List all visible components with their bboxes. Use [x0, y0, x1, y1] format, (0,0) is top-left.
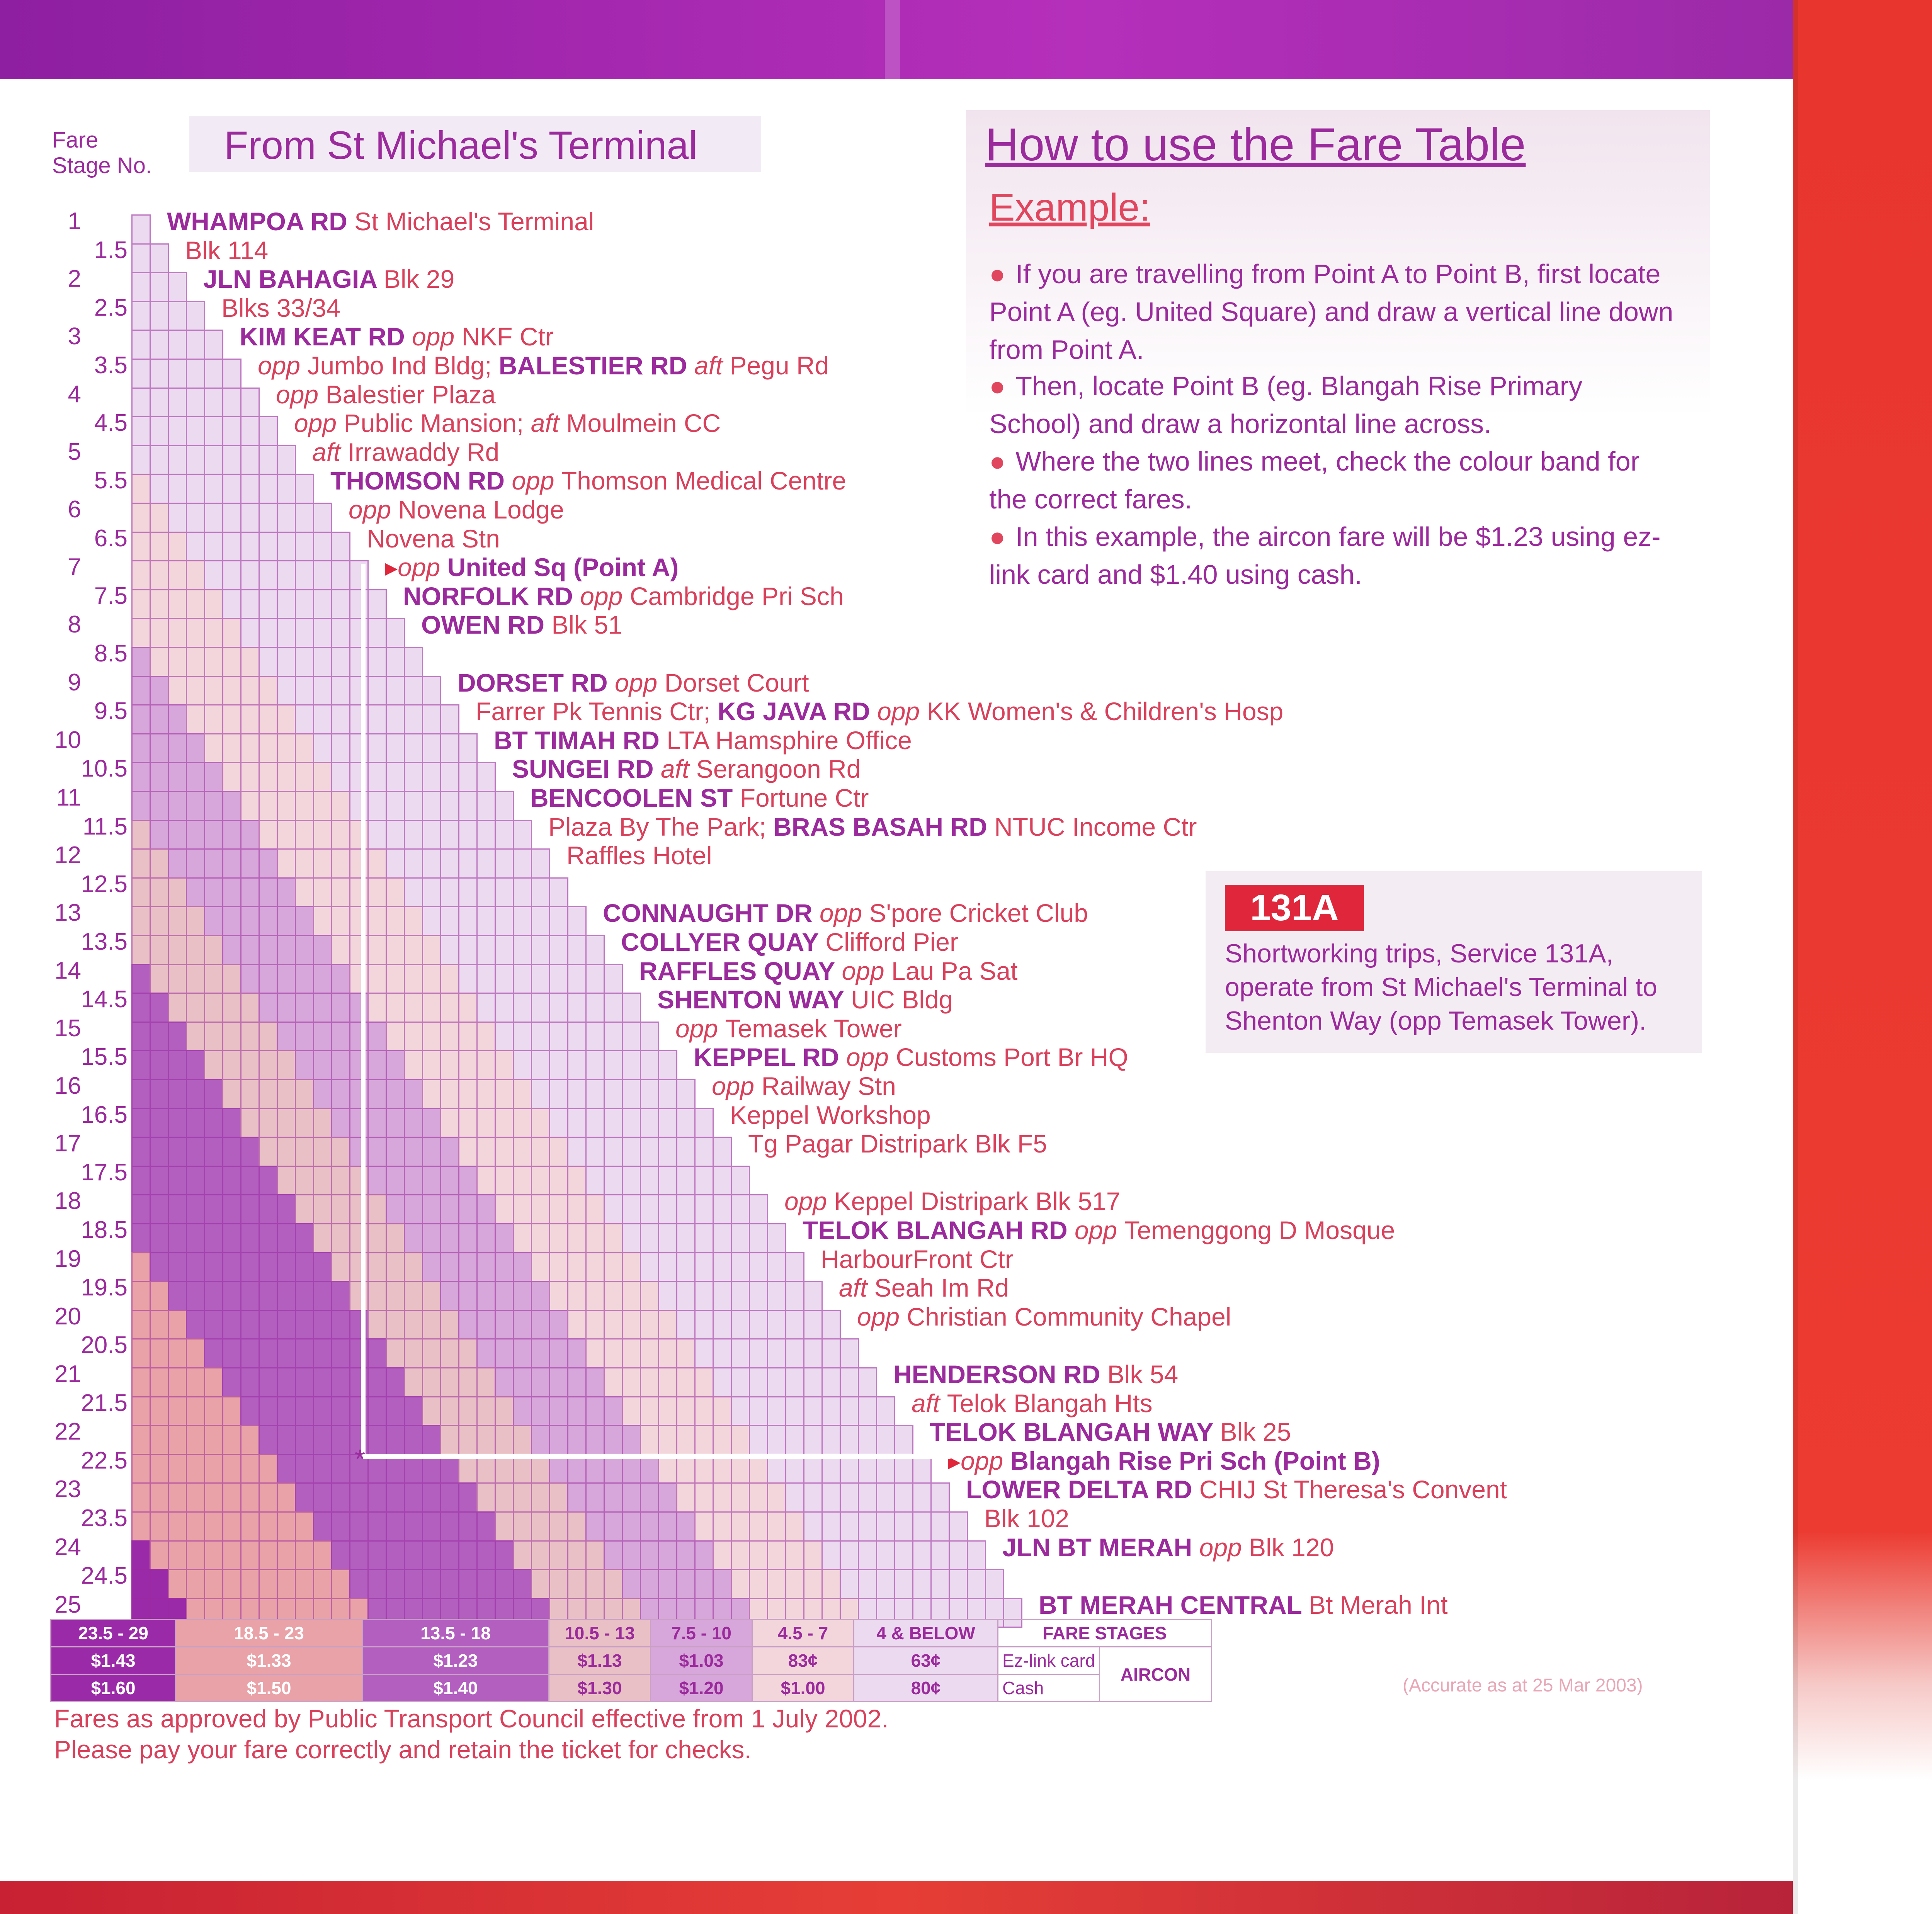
fare-stage-number: 5	[68, 438, 81, 465]
stop-label: BT MERAH CENTRAL Bt Merah Int	[1039, 1590, 1448, 1619]
fare-band-label: 7.5 - 10	[651, 1620, 752, 1647]
accuracy-note: (Accurate as at 25 Mar 2003)	[1403, 1675, 1643, 1696]
stop-label: opp Novena Lodge	[349, 495, 564, 524]
stop-label: JLN BT MERAH opp Blk 120	[1002, 1533, 1334, 1562]
fare-stage-number: 9.5	[94, 698, 128, 725]
stop-label: BT TIMAH RD LTA Hamsphire Office	[494, 726, 912, 755]
fare-stage-number: 19	[54, 1245, 81, 1272]
ezlink-fare: 83¢	[752, 1647, 854, 1674]
fare-stage-header: Fare Stage No.	[52, 127, 152, 178]
stop-label: opp Balestier Plaza	[276, 380, 496, 409]
howto-bullet-3: ● Where the two lines meet, check the colour band for the correct fares.	[989, 446, 1639, 514]
stop-label: aft Telok Blangah Hts	[912, 1389, 1153, 1418]
stop-label: HarbourFront Ctr	[821, 1244, 1014, 1273]
cash-fare: $1.00	[752, 1674, 854, 1702]
contact-line	[1878, 1811, 1932, 1838]
stop-label: opp Public Mansion; aft Moulmein CC	[294, 409, 721, 438]
cash-fare: $1.60	[51, 1674, 176, 1702]
fare-stage-number: 11	[56, 784, 81, 811]
fare-stage-number: 6.5	[94, 525, 128, 552]
cash-fare: $1.30	[549, 1674, 651, 1702]
stop-label: opp Railway Stn	[712, 1072, 896, 1100]
stop-label: Blks 33/34	[221, 293, 341, 322]
contact-line	[1878, 1784, 1932, 1811]
fare-stage-number: 14	[54, 957, 81, 984]
cash-fare: $1.40	[362, 1674, 549, 1702]
stop-label: Blk 114	[185, 236, 269, 265]
contact-info	[1878, 1757, 1932, 1865]
fare-stage-number: 21	[54, 1361, 81, 1387]
ezlink-fare: $1.13	[549, 1647, 651, 1674]
fare-stage-number: 18.5	[81, 1217, 128, 1243]
fare-stage-number: 23	[54, 1476, 81, 1503]
fare-stage-number: 9	[68, 669, 81, 696]
service-131a-badge: 131A	[1225, 885, 1364, 931]
ticket-note: Please pay your fare correctly and retain the ticket for checks.	[54, 1735, 752, 1764]
cash-fare: $1.20	[651, 1674, 752, 1702]
fare-stage-number: 20.5	[81, 1332, 128, 1359]
fare-stage-number: 5.5	[94, 467, 128, 494]
fare-stage-number: 8.5	[94, 640, 128, 667]
fare-stage-number: 13	[54, 899, 81, 926]
intersection-star: *	[355, 1444, 366, 1474]
contact-line	[1878, 1757, 1932, 1784]
stop-label: Plaza By The Park; BRAS BASAH RD NTUC Income Ctr	[548, 812, 1197, 841]
fare-band-label: 18.5 - 23	[176, 1620, 362, 1647]
stop-label: TELOK BLANGAH RD opp Temenggong D Mosque	[803, 1216, 1395, 1244]
stop-label: NORFOLK RD opp Cambridge Pri Sch	[403, 581, 844, 610]
howto-title: How to use the Fare Table	[985, 119, 1526, 170]
howto-bullet-1: ● If you are travelling from Point A to Point B, first locate Point A (eg. United Square) and draw a vertical line down from Point A.	[989, 259, 1673, 365]
fare-band-label: 4.5 - 7	[752, 1620, 854, 1647]
fare-stage-number: 20	[54, 1303, 81, 1330]
stop-label: LOWER DELTA RD CHIJ St Theresa's Convent	[966, 1475, 1507, 1504]
fare-stage-number: 23.5	[81, 1505, 128, 1532]
stop-label: opp Temasek Tower	[675, 1014, 902, 1043]
stop-label: KIM KEAT RD opp NKF Ctr	[240, 322, 554, 351]
stop-label: COLLYER QUAY Clifford Pier	[621, 928, 958, 956]
stop-label: aft Irrawaddy Rd	[312, 437, 500, 466]
fare-stage-number: 22	[54, 1418, 81, 1445]
fare-stage-number: 7.5	[94, 582, 128, 609]
stop-label: WHAMPOA RD St Michael's Terminal	[167, 207, 594, 236]
fare-approval-note: Fares as approved by Public Transport Council effective from 1 July 2002.	[54, 1704, 889, 1733]
landmarks-panel	[1793, 0, 1932, 1914]
stop-label: SUNGEI RD aft Serangoon Rd	[512, 755, 861, 784]
stop-label: Farrer Pk Tennis Ctr; KG JAVA RD opp KK Women's & Children's Hosp	[476, 697, 1284, 726]
ezlink-fare: $1.23	[362, 1647, 549, 1674]
fare-stage-number: 2.5	[94, 294, 128, 321]
stop-label: SHENTON WAY UIC Bldg	[657, 985, 953, 1014]
stop-label: BENCOOLEN ST Fortune Ctr	[530, 784, 869, 812]
ezlink-fare: $1.03	[651, 1647, 752, 1674]
fare-stage-number: 17	[54, 1130, 81, 1157]
example-header: Example:	[989, 186, 1150, 229]
cash-label: Cash	[998, 1674, 1100, 1702]
fare-stage-number: 10	[54, 726, 81, 753]
howto-bullet-4: ● In this example, the aircon fare will be $1.23 using ez-link card and $1.40 using cash.	[989, 522, 1661, 590]
fare-stage-number: 3	[68, 323, 81, 350]
fare-stage-number: 6	[68, 496, 81, 523]
fare-stages-label: FARE STAGES	[998, 1620, 1212, 1647]
fare-stage-number: 18	[54, 1188, 81, 1215]
fare-stage-number: 4	[68, 381, 81, 408]
fare-stage-number: 17.5	[81, 1159, 128, 1186]
stop-label: CONNAUGHT DR opp S'pore Cricket Club	[603, 899, 1088, 928]
fare-stage-number: 1	[68, 208, 81, 235]
service-131a-text: Shortworking trips, Service 131A, operate from St Michael's Terminal to Shenton Way (opp Temasek Tower).	[1225, 939, 1658, 1035]
stop-label: JLN BAHAGIA Blk 29	[203, 265, 455, 294]
ezlink-label: Ez-link card	[998, 1647, 1100, 1674]
fare-stage-number: 24	[54, 1533, 81, 1560]
stop-label: aft Seah Im Rd	[839, 1273, 1009, 1302]
ezlink-fare: 63¢	[854, 1647, 998, 1674]
stop-label: opp Keppel Distripark Blk 517	[784, 1187, 1121, 1216]
fare-band-label: 4 & BELOW	[854, 1620, 998, 1647]
stop-label: TELOK BLANGAH WAY Blk 25	[930, 1418, 1291, 1447]
fare-legend-table	[50, 1619, 1212, 1702]
fare-stage-number: 16	[54, 1073, 81, 1099]
cash-fare: 80¢	[854, 1674, 998, 1702]
ezlink-fare: $1.43	[51, 1647, 176, 1674]
stop-label: ▸opp United Sq (Point A)	[385, 553, 679, 582]
fare-stage-number: 24.5	[81, 1562, 128, 1589]
fare-stage-number: 2	[68, 265, 81, 292]
cash-fare: $1.50	[176, 1674, 362, 1702]
ezlink-fare: $1.33	[176, 1647, 362, 1674]
stop-label: Novena Stn	[367, 524, 500, 553]
fare-stage-number: 19.5	[81, 1274, 128, 1301]
fare-stage-number: 3.5	[94, 352, 128, 379]
fare-stage-number: 15.5	[81, 1044, 128, 1071]
stop-label: opp Jumbo Ind Bldg; BALESTIER RD aft Pegu Rd	[258, 351, 829, 380]
stop-label: HENDERSON RD Blk 54	[893, 1360, 1179, 1389]
fare-stage-number: 12	[54, 842, 81, 869]
fare-stage-number: 21.5	[81, 1389, 128, 1416]
stop-label: DORSET RD opp Dorset Court	[457, 668, 809, 697]
fare-band-label: 10.5 - 13	[549, 1620, 651, 1647]
fare-stage-number: 10.5	[81, 755, 128, 782]
fare-band-label: 23.5 - 29	[51, 1620, 176, 1647]
stop-label: Raffles Hotel	[566, 841, 712, 870]
fare-stage-number: 7	[68, 554, 81, 581]
fare-band-label: 13.5 - 18	[362, 1620, 549, 1647]
aircon-label: AIRCON	[1100, 1647, 1212, 1702]
fare-stage-number: 4.5	[94, 410, 128, 437]
fare-stage-number: 15	[54, 1015, 81, 1042]
contact-line	[1878, 1838, 1932, 1865]
fare-stage-number: 12.5	[81, 870, 128, 898]
fare-stage-number: 16.5	[81, 1101, 128, 1128]
stop-label: OWEN RD Blk 51	[421, 610, 622, 639]
fold-line	[1793, 0, 1798, 1914]
fare-stage-number: 22.5	[81, 1447, 128, 1474]
stop-label: ▸opp Blangah Rise Pri Sch (Point B)	[948, 1446, 1380, 1475]
fare-stage-number: 14.5	[81, 986, 128, 1013]
stop-label: Tg Pagar Distripark Blk F5	[748, 1129, 1047, 1158]
fare-stage-number: 1.5	[94, 236, 128, 263]
fare-stage-number: 11.5	[82, 813, 128, 840]
stop-label: RAFFLES QUAY opp Lau Pa Sat	[639, 956, 1018, 985]
stop-label: Blk 102	[984, 1504, 1070, 1533]
from-title: From St Michael's Terminal	[224, 123, 697, 167]
stop-label: Keppel Workshop	[730, 1100, 931, 1129]
fare-stage-number: 25	[54, 1591, 81, 1618]
howto-bullet-2: ● Then, locate Point B (eg. Blangah Rise Primary School) and draw a horizontal line across.	[989, 371, 1583, 439]
fare-stage-number: 13.5	[81, 928, 128, 955]
stop-label: KEPPEL RD opp Customs Port Br HQ	[694, 1043, 1128, 1072]
stop-label: THOMSON RD opp Thomson Medical Centre	[330, 466, 847, 495]
fare-stage-number: 8	[68, 611, 81, 638]
stop-label: opp Christian Community Chapel	[857, 1302, 1231, 1331]
